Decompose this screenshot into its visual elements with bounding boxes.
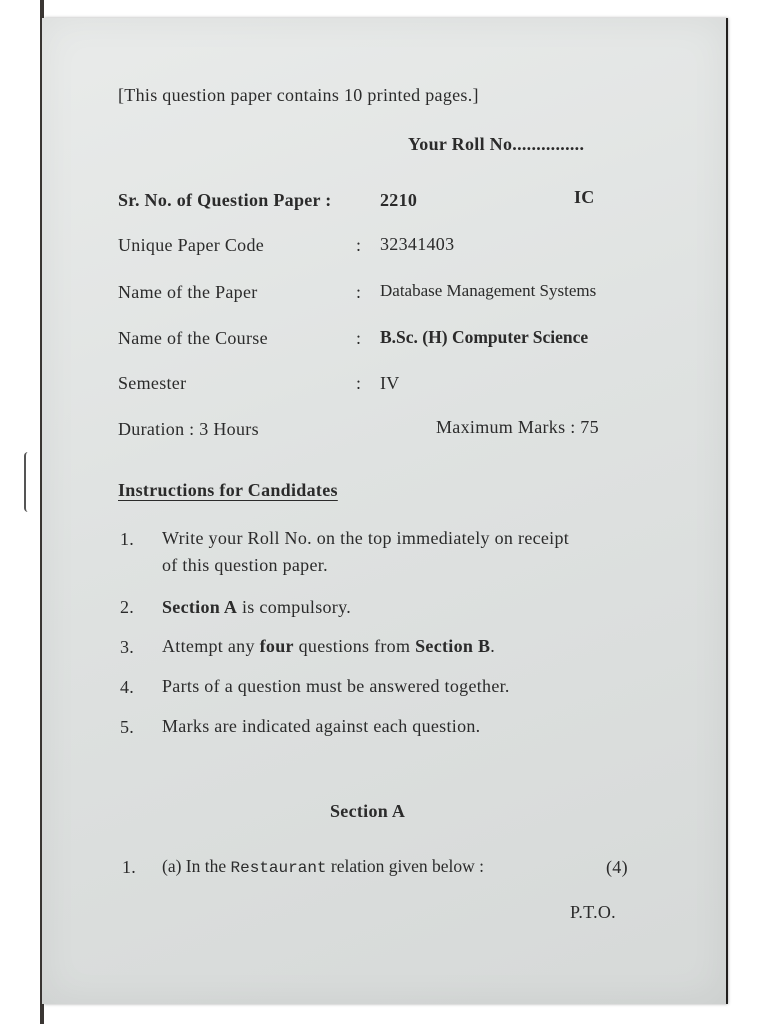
question-number: 1.	[122, 857, 137, 877]
instruction-number: 3.	[120, 637, 135, 657]
sr-no-label: Sr. No. of Question Paper :	[118, 190, 332, 210]
instructions-heading: Instructions for Candidates	[118, 480, 338, 500]
paper-code-value: 32341403	[380, 234, 455, 254]
instruction-text-cont: of this question paper.	[162, 555, 328, 575]
instruction-text: Write your Roll No. on the top immediately on receipt	[162, 528, 570, 548]
relation-name: Restaurant	[230, 859, 327, 877]
instruction-plain: .	[490, 636, 496, 656]
roll-no-label: Your Roll No...............	[408, 134, 585, 154]
semester-label: Semester	[118, 373, 187, 393]
paper-code-colon: :	[356, 235, 362, 255]
semester-value: IV	[380, 373, 400, 393]
instruction-number: 5.	[120, 717, 135, 737]
question-marks: (4)	[606, 857, 628, 877]
question-suffix: relation given below :	[326, 856, 484, 876]
instruction-number: 4.	[120, 677, 135, 697]
sr-no-value: 2210	[380, 190, 418, 210]
question-prefix: (a) In the	[162, 856, 231, 876]
margin-pen-mark	[24, 452, 36, 512]
instruction-text: Parts of a question must be answered together.	[162, 676, 510, 696]
question-text	[162, 856, 484, 877]
instruction-number: 2.	[120, 597, 135, 617]
instruction-text	[162, 636, 495, 657]
question-paper-page	[42, 18, 726, 1004]
instruction-plain: questions from	[293, 636, 416, 656]
paper-code-label: Unique Paper Code	[118, 235, 265, 255]
instruction-text: Marks are indicated against each question.	[162, 716, 481, 736]
instruction-bold: Section B	[415, 636, 491, 656]
paper-name-value: Database Management Systems	[380, 281, 597, 300]
duration: Duration : 3 Hours	[118, 419, 259, 439]
pto-label: P.T.O.	[570, 902, 616, 922]
max-marks: Maximum Marks : 75	[436, 417, 599, 437]
section-a-heading: Section A	[330, 801, 406, 821]
pages-note: [This question paper contains 10 printed pages.]	[118, 85, 479, 105]
instruction-plain: Attempt any	[162, 636, 260, 656]
paper-name-label: Name of the Paper	[118, 282, 258, 302]
instruction-plain: is compulsory.	[237, 597, 352, 617]
paper-name-colon: :	[356, 282, 362, 302]
instruction-number: 1.	[120, 529, 135, 549]
course-value: B.Sc. (H) Computer Science	[380, 327, 589, 347]
semester-colon: :	[356, 373, 362, 393]
sr-no-code: IC	[574, 187, 595, 207]
course-colon: :	[356, 328, 362, 348]
instruction-text	[162, 597, 351, 618]
instruction-bold: four	[259, 636, 294, 656]
course-label: Name of the Course	[118, 328, 268, 348]
instruction-bold: Section A	[162, 597, 238, 617]
